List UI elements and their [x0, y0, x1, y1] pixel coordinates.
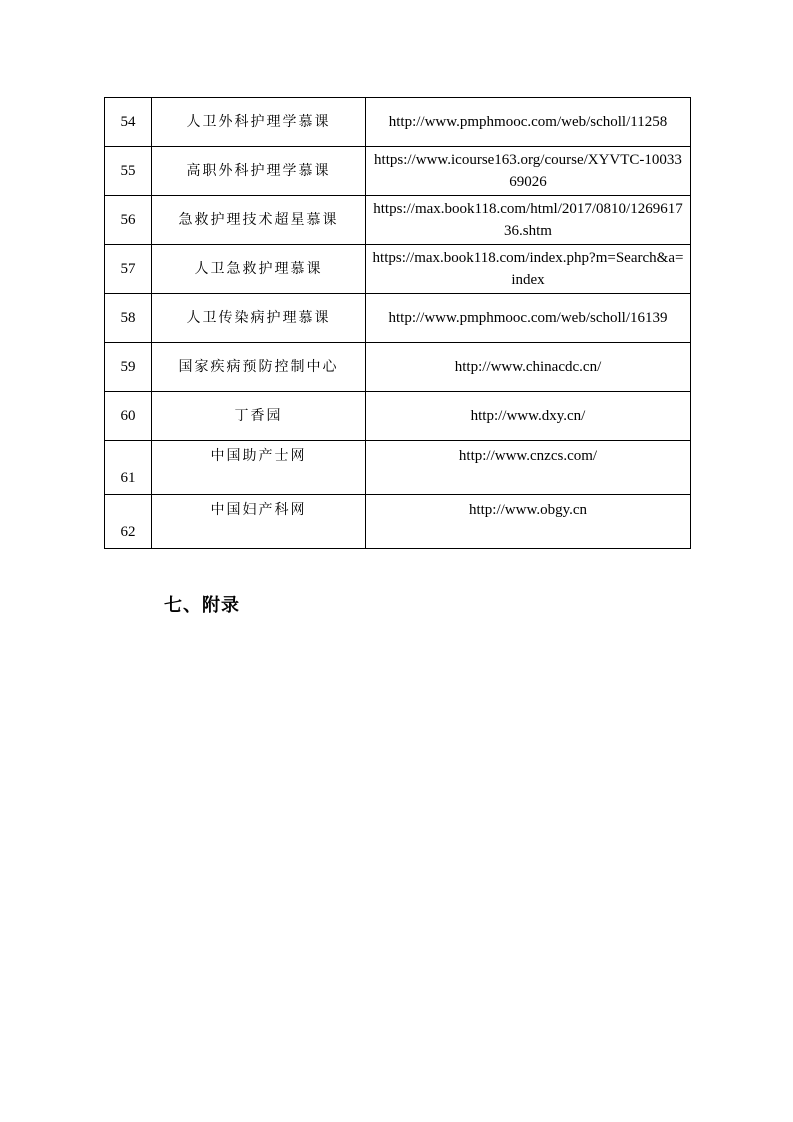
row-number: 59: [105, 343, 152, 392]
resource-url[interactable]: http://www.dxy.cn/: [366, 392, 691, 441]
resource-url[interactable]: http://www.pmphmooc.com/web/scholl/16139: [366, 294, 691, 343]
resource-url[interactable]: https://max.book118.com/html/2017/0810/126961736.shtm: [366, 196, 691, 245]
resource-url[interactable]: http://www.pmphmooc.com/web/scholl/11258: [366, 98, 691, 147]
resource-name: 中国妇产科网: [152, 495, 366, 549]
resource-url[interactable]: http://www.cnzcs.com/: [366, 441, 691, 495]
row-number: 60: [105, 392, 152, 441]
row-number: 56: [105, 196, 152, 245]
section-heading-appendix: 七、附录: [164, 595, 240, 616]
resource-url[interactable]: https://www.icourse163.org/course/XYVTC-1003369026: [366, 147, 691, 196]
table-row: [105, 98, 691, 147]
table-row: [105, 294, 691, 343]
resource-name: 人卫外科护理学慕课: [152, 98, 366, 147]
row-number: 62: [105, 495, 152, 549]
resource-url[interactable]: https://max.book118.com/index.php?m=Search&a=index: [366, 245, 691, 294]
resource-name: 丁香园: [152, 392, 366, 441]
resource-name: 人卫传染病护理慕课: [152, 294, 366, 343]
resource-name: 急救护理技术超星慕课: [152, 196, 366, 245]
resource-name: 国家疾病预防控制中心: [152, 343, 366, 392]
table-row: [105, 343, 691, 392]
row-number: 54: [105, 98, 152, 147]
row-number: 61: [105, 441, 152, 495]
resource-name: 人卫急救护理慕课: [152, 245, 366, 294]
resource-url[interactable]: http://www.obgy.cn: [366, 495, 691, 549]
resource-name: 中国助产士网: [152, 441, 366, 495]
row-number: 58: [105, 294, 152, 343]
resource-table: [104, 97, 691, 549]
row-number: 55: [105, 147, 152, 196]
table-row: [105, 245, 691, 294]
table-row: [105, 392, 691, 441]
table-row: [105, 147, 691, 196]
table-row: [105, 441, 691, 495]
row-number: 57: [105, 245, 152, 294]
table-row: [105, 196, 691, 245]
table-row: [105, 495, 691, 549]
resource-url[interactable]: http://www.chinacdc.cn/: [366, 343, 691, 392]
resource-name: 高职外科护理学慕课: [152, 147, 366, 196]
